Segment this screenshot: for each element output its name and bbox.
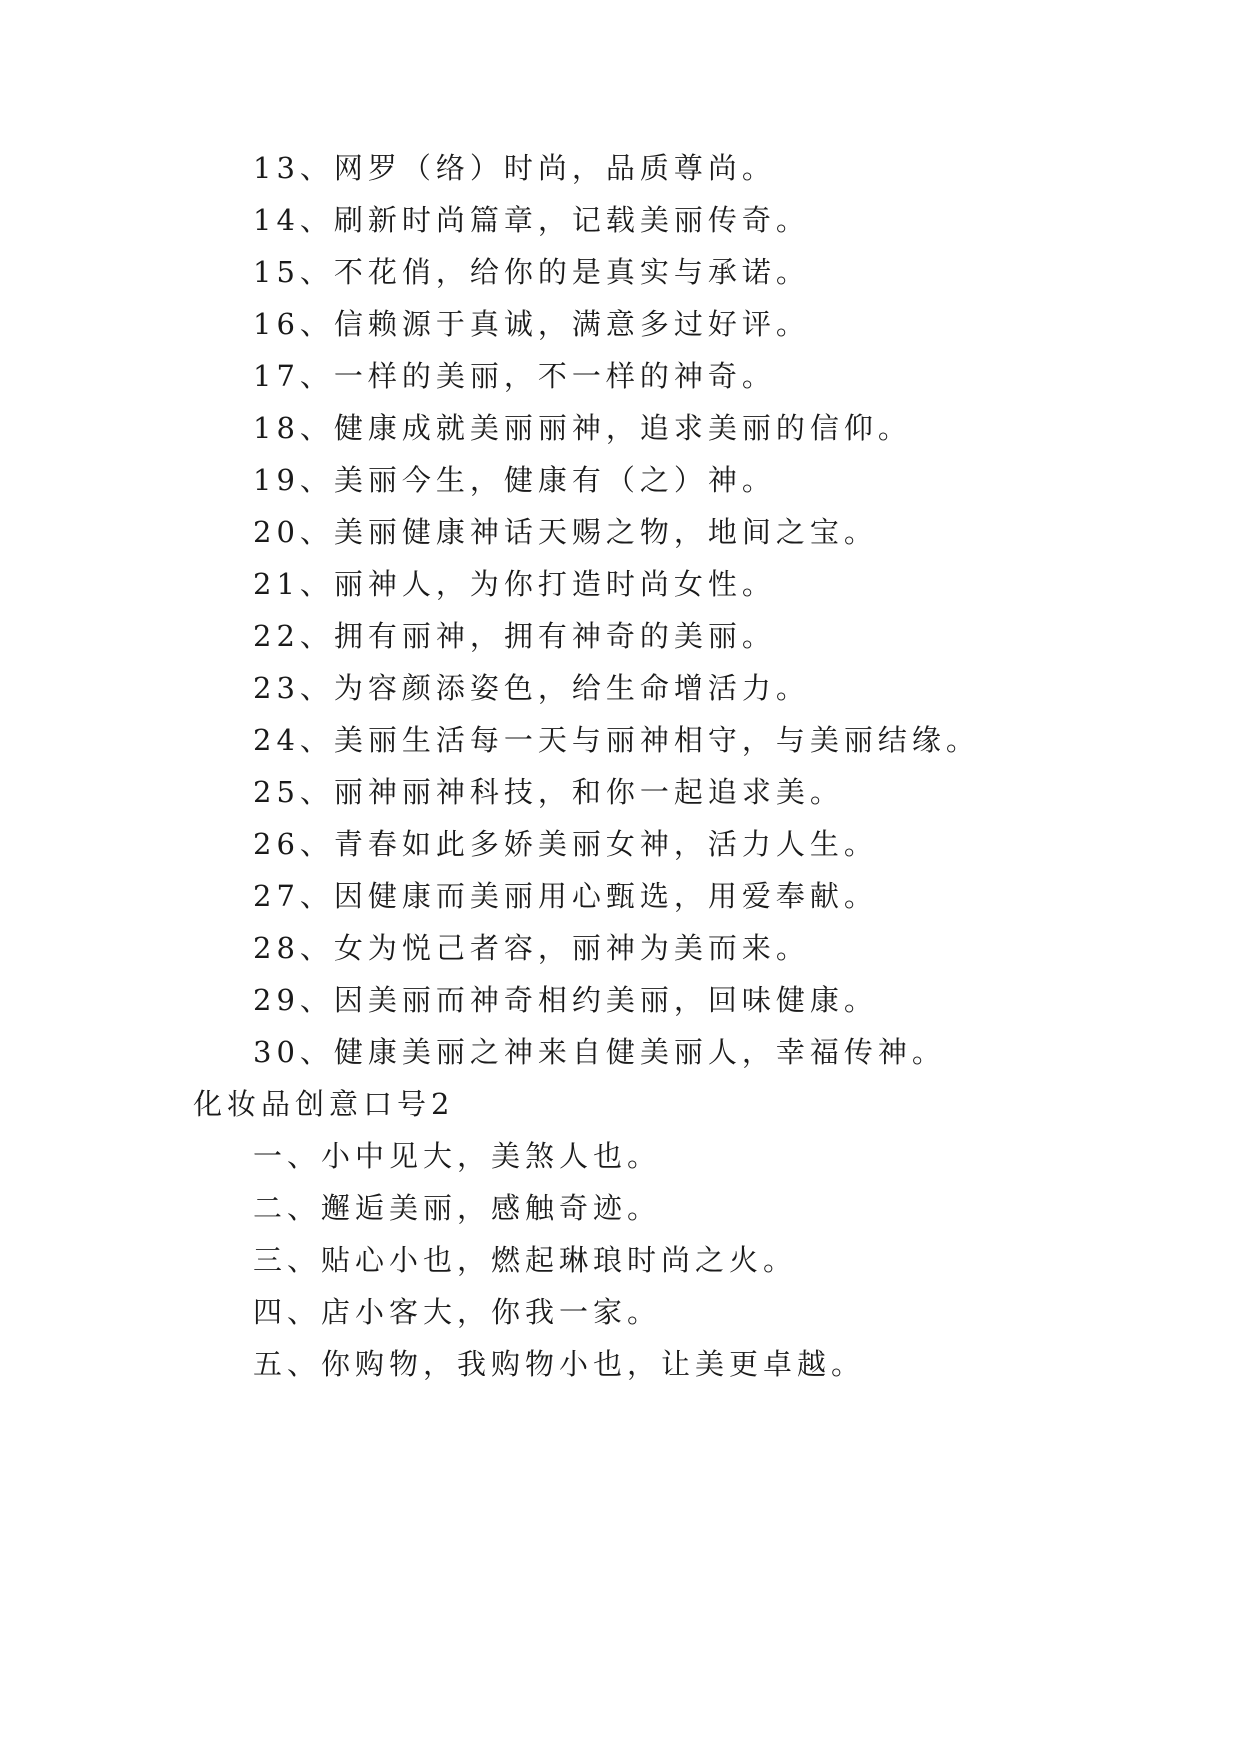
slogan-item: 16、信赖源于真诚，满意多过好评。 [253, 307, 810, 341]
slogan-item: 15、不花俏，给你的是真实与承诺。 [253, 255, 810, 289]
slogan-item: 23、为容颜添姿色，给生命增活力。 [253, 671, 810, 705]
slogan-item: 29、因美丽而神奇相约美丽，回味健康。 [253, 983, 878, 1017]
slogan-item: 13、网罗（络）时尚，品质尊尚。 [253, 151, 776, 185]
slogan-item: 22、拥有丽神，拥有神奇的美丽。 [253, 619, 776, 653]
slogan-item: 27、因健康而美丽用心甄选，用爱奉献。 [253, 879, 878, 913]
slogan-item: 三、贴心小也，燃起琳琅时尚之火。 [253, 1243, 798, 1277]
slogan-item: 26、青春如此多娇美丽女神，活力人生。 [253, 827, 878, 861]
slogan-item: 四、店小客大，你我一家。 [253, 1295, 662, 1329]
section-heading: 化妆品创意口号2 [193, 1087, 455, 1121]
slogan-item: 19、美丽今生，健康有（之）神。 [253, 463, 776, 497]
slogan-item: 14、刷新时尚篇章，记载美丽传奇。 [253, 203, 810, 237]
slogan-item: 25、丽神丽神科技，和你一起追求美。 [253, 775, 844, 809]
slogan-item: 24、美丽生活每一天与丽神相守，与美丽结缘。 [253, 723, 980, 757]
slogan-item: 一、小中见大，美煞人也。 [253, 1139, 662, 1173]
slogan-item: 18、健康成就美丽丽神，追求美丽的信仰。 [253, 411, 912, 445]
slogan-item: 28、女为悦己者容，丽神为美而来。 [253, 931, 810, 965]
slogan-item: 17、一样的美丽，不一样的神奇。 [253, 359, 776, 393]
slogan-item: 30、健康美丽之神来自健美丽人，幸福传神。 [253, 1035, 946, 1069]
slogan-item: 21、丽神人，为你打造时尚女性。 [253, 567, 776, 601]
slogan-item: 二、邂逅美丽，感触奇迹。 [253, 1191, 662, 1225]
slogan-item: 五、你购物，我购物小也，让美更卓越。 [253, 1347, 866, 1381]
slogan-item: 20、美丽健康神话天赐之物，地间之宝。 [253, 515, 878, 549]
